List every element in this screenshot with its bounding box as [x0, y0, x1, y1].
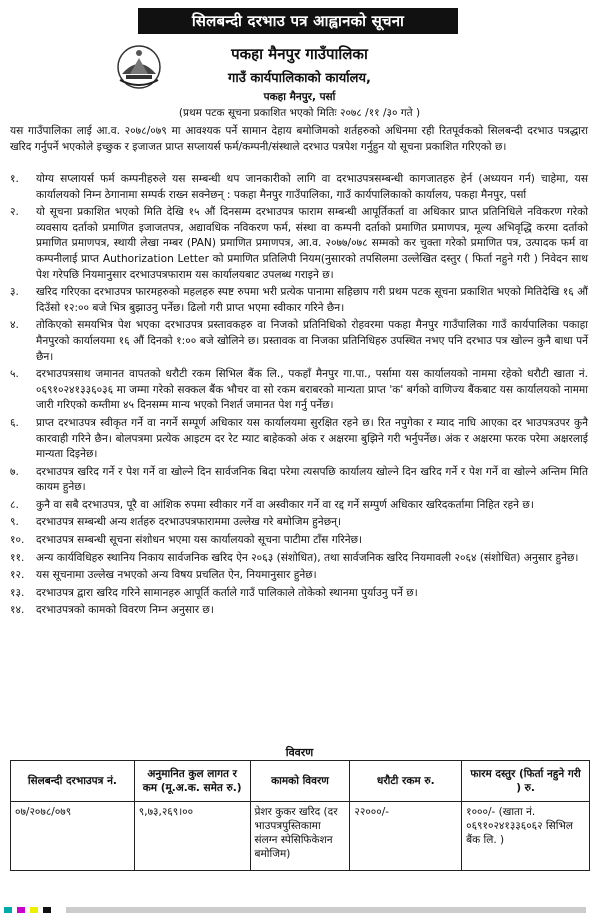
condition-text: दरभाउपत्र द्वारा खरिद गरिने सामानहरु आपूर्ति कर्ताले गाउँ पालिकाले तोकेको स्थानमा पुर्याउनु पर्ने छ। — [36, 586, 418, 599]
condition-item — [10, 172, 588, 203]
table-header-row — [11, 761, 590, 802]
header-estimated-cost: अनुमानित कुल लागत र कम (मू.अ.क. समेत रु.) — [134, 761, 250, 802]
condition-number: २. — [10, 206, 19, 219]
cell-deposit-amount: २२०००/- — [350, 802, 462, 871]
table-title: विवरण — [285, 746, 314, 759]
condition-text: कुनै वा सबै दरभाउपत्र, पूरै वा आंशिक रुपमा स्वीकार गर्ने वा अस्वीकार गर्ने वा रद्द गर्ने सम्पुर्ण अधिकार खरिदकर्तामा निहित रहने छ। — [36, 498, 534, 511]
cell-bid-number: ०७/२०७८/०७९ — [11, 802, 135, 871]
condition-number: ३. — [10, 286, 19, 299]
office-address: पकहा मैनपुर, पर्सा — [263, 91, 336, 103]
cell-estimated-cost: ९,७३,२६९।०० — [134, 802, 250, 871]
condition-number: १२. — [10, 569, 25, 582]
condition-item — [10, 205, 588, 283]
condition-number: १. — [10, 173, 19, 185]
condition-number: ८. — [10, 498, 19, 511]
condition-number: ४. — [10, 319, 19, 332]
condition-number: ७. — [10, 465, 19, 478]
condition-number: ६. — [10, 416, 19, 429]
condition-text: खरिद गरिएका दरभाउपत्र फारमहरुको महलहरु स्पष्ट रुपमा भरी प्रत्येक पानामा सहिछाप गरी प्रथम पटक सूचना प्रकाशित भएको मितिदेखि १६ औं दिउँसो १२:०० बजे भित्र बुझाउनु पर्नेछ। ढिलो गरी प्राप्त भएमा स्वीकार गरिने छैन। — [36, 286, 588, 314]
condition-text: योग्य सप्लायर्स फर्म कम्पनीहरुले यस सम्बन्धी थप जानकारीको लागि वा दरभाउपत्रसम्बन्धी कागजातहरु हेर्न (अध्ययन गर्न) चाहेमा, यस कार्यालयको निम्न ठेगानामा सम्पर्क राख्न सक्नेछन् : पकहा मैनपुर गाउँपालिका, गाउँ कार्यपालिकाको कार्यालय, पकहा मैनपुर, पर्सा — [36, 173, 588, 201]
condition-item — [10, 416, 588, 463]
condition-item — [10, 318, 588, 365]
condition-item — [10, 515, 588, 531]
condition-item — [10, 465, 588, 496]
condition-item — [10, 586, 588, 602]
header-form-fee: फारम दस्तुर (फिर्ता नहुने गरी ) रु. — [462, 761, 590, 802]
publication-date: (प्रथम पटक सूचना प्रकाशित भएको मितिः २०७८ /११ /३० गते ) — [178, 107, 421, 119]
condition-number: ९. — [10, 516, 19, 529]
cell-form-fee: १०००/- (खाता नं. ०६९१०२४१३३६०६२ सिभिल बैंक लि. ) — [462, 802, 590, 871]
condition-text: दरभाउपत्रसाथ जमानत वापतको धरौटी रकम सिभिल बैंक लि., पकहाँ मैनपुर गा.पा., पर्सामा यस कार्यालयको नाममा रहेको धरौटी खाता नं. ०६९१०२४१३३६०३६ मा जम्मा गरेको सक्कल बैंक भौचर वा सो रकम बराबरको मान्यता प्राप्त 'क' बर्गको वाणिज्य बैंकबाट यस कार्यालयको नाममा जारी गरिएको कम्तीमा ४५ दिनसम्म मान्य भएको निशर्त जमानत पेश गर्नु पर्नेछ। — [36, 368, 588, 412]
header-work-description: कामको विवरण — [250, 761, 350, 802]
bid-details-table — [10, 760, 590, 871]
cell-work-description: प्रेशर कुकर खरिद (दर भाउपत्रपुस्तिकामा संलग्न स्पेसिफिकेशन बमोजिम) — [250, 802, 350, 871]
condition-text: दरभाउपत्रको कामको विवरण निम्न अनुसार छ। — [36, 604, 214, 617]
condition-text: दरभाउपत्र सम्बन्धी अन्य शर्तहरु दरभाउपत्रफाराममा उल्लेख गरे बमोजिम हुनेछन्। — [36, 516, 342, 529]
intro-paragraph: यस गाउँपालिका लाई आ.व. २०७८/०७९ मा आवश्यक पर्ने सामान देहाय बमोजिमको शर्तहरुको अधिनमा रही रितपूर्वकको सिलबन्दी दरभाउ पत्रद्धारा खरिद गर्नुपर्ने भएकोले इच्छुक र इजाजत प्राप्त सप्लायर्स फर्म/कम्पनी/संस्थाले दरभाउ पत्रपेश गर्नुहुन यो सूचना प्रकाशित गरिएको छ। — [10, 125, 588, 153]
condition-item — [10, 603, 588, 619]
condition-number: १३. — [10, 586, 25, 599]
condition-text: अन्य कार्यविधिहरु स्थानिय निकाय सार्वजनिक खरिद ऐन २०६३ (संशोधित), तथा सार्वजनिक खरिद नियमावली २०६४ (संशोधित) अनुसार हुनेछ। — [36, 551, 579, 564]
office-name: पकहा मैनपुर गाउँपालिका — [231, 45, 368, 63]
print-color-bar — [0, 898, 599, 910]
condition-item — [10, 551, 588, 567]
condition-item — [10, 533, 588, 549]
conditions-list — [10, 172, 588, 621]
condition-number: १०. — [10, 534, 25, 547]
condition-text: दरभाउपत्र सम्बन्धी सूचना संशोधन भएमा यस कार्यालयको सूचना पाटीमा टाँस गरिनेछ। — [36, 534, 363, 547]
condition-text: दरभाउपत्र खरिद गर्ने र पेश गर्ने वा खोल्ने दिन सार्वजनिक बिदा परेमा त्यसपछि कार्यालय खोल्ने दिन खरिद गर्ने र पेश गर्ने वा खोल्ने अन्तिम मिति कायम हुनेछ। — [36, 465, 588, 494]
table-row — [11, 802, 590, 871]
condition-text: प्राप्त दरभाउपत्र स्वीकृत गर्ने वा नगर्ने सम्पूर्ण अधिकार यस कार्यालयमा सुरक्षित रहने छ। रित नपुगेका र म्याद नाघि आएका दर भाउपत्रउपर कुनै कारवाही गरिने छैन। बोलपत्रमा प्रत्येक आइटम दर रेट म्याट बाहेकको अंक र अक्षरमा बुझिने गरी भर्नुपर्नेछ। अंक र अक्षरमा फरक परेमा अक्षरलाई मान्यता दिइनेछ। — [36, 416, 588, 461]
condition-text: तोकिएको समयभित्र पेश भएका दरभाउपत्र प्रस्तावकहरु वा निजको प्रतिनिधिको रोहवरमा पकहा मैनपुर गाउँपालिका गाउँ कार्यपालिका पकाहा मैनपुरको कार्यालयमा १६ औं दिनको १:०० बजे खोलिने छ। प्रस्तावक वा निजका प्रतिनिधिहरु उपस्थित नभए पनि दरभाउ पत्र खोल्न कुनै बाधा पर्ने छैन। — [36, 319, 588, 363]
header-bid-number: सिलबन्दी दरभाउपत्र नं. — [11, 761, 135, 802]
notice-banner: सिलबन्दी दरभाउ पत्र आह्वानको सूचना — [138, 8, 458, 34]
condition-item — [10, 367, 588, 414]
condition-text: यो सूचना प्रकाशित भएको मिति देखि १५ औं दिनसम्म दरभाउपत्र फाराम सम्बन्धी आपूर्तिकर्ता वा अधिकार प्राप्त प्रतिनिधिले नविकरण गरेको व्यवसाय दर्ताको प्रमाणित इजाजतपत्र, अद्यावधिक नविकरण फर्म, संस्था वा कम्पनी दर्ताको प्रमाणित प्रमाणपत्र, मूल्य अभिवृद्धि करमा दर्ताको प्रमाणित प्रमाणपत्र, स्थायी लेखा नम्बर (PAN) प्रमाणित प्रमाणपत्र, आ.व. २०७७/०७८ सम्मको कर चुक्ता गरेको प्रमाणित पत्र, उत्पादक फर्म वा कम्पनीलाई प्राप्त Authorization Letter को प्रमाणित प्रतिलिपी नियम(नुसारको तपसिलमा उल्लेखित दस्तुर ( फिर्ता नहुने गरी ) निवेदन साथ पेश गरेपछि नियमानुसार दरभाउपत्रफाराम यस कार्यालयबाट उपलब्ध गराइने छ। — [36, 206, 588, 281]
condition-text: यस सूचनामा उल्लेख नभएको अन्य विषय प्रचलित ऐन, नियमानुसार हुनेछ। — [36, 569, 317, 582]
condition-item — [10, 285, 588, 316]
condition-number: ११. — [10, 551, 25, 564]
header-deposit-amount: धरौटी रकम रु. — [350, 761, 462, 802]
condition-item — [10, 498, 588, 514]
condition-number: ५. — [10, 368, 19, 381]
office-executive: गाउँ कार्यपालिकाको कार्यालय, — [228, 71, 371, 86]
condition-item — [10, 568, 588, 584]
condition-number: १४. — [10, 604, 25, 617]
